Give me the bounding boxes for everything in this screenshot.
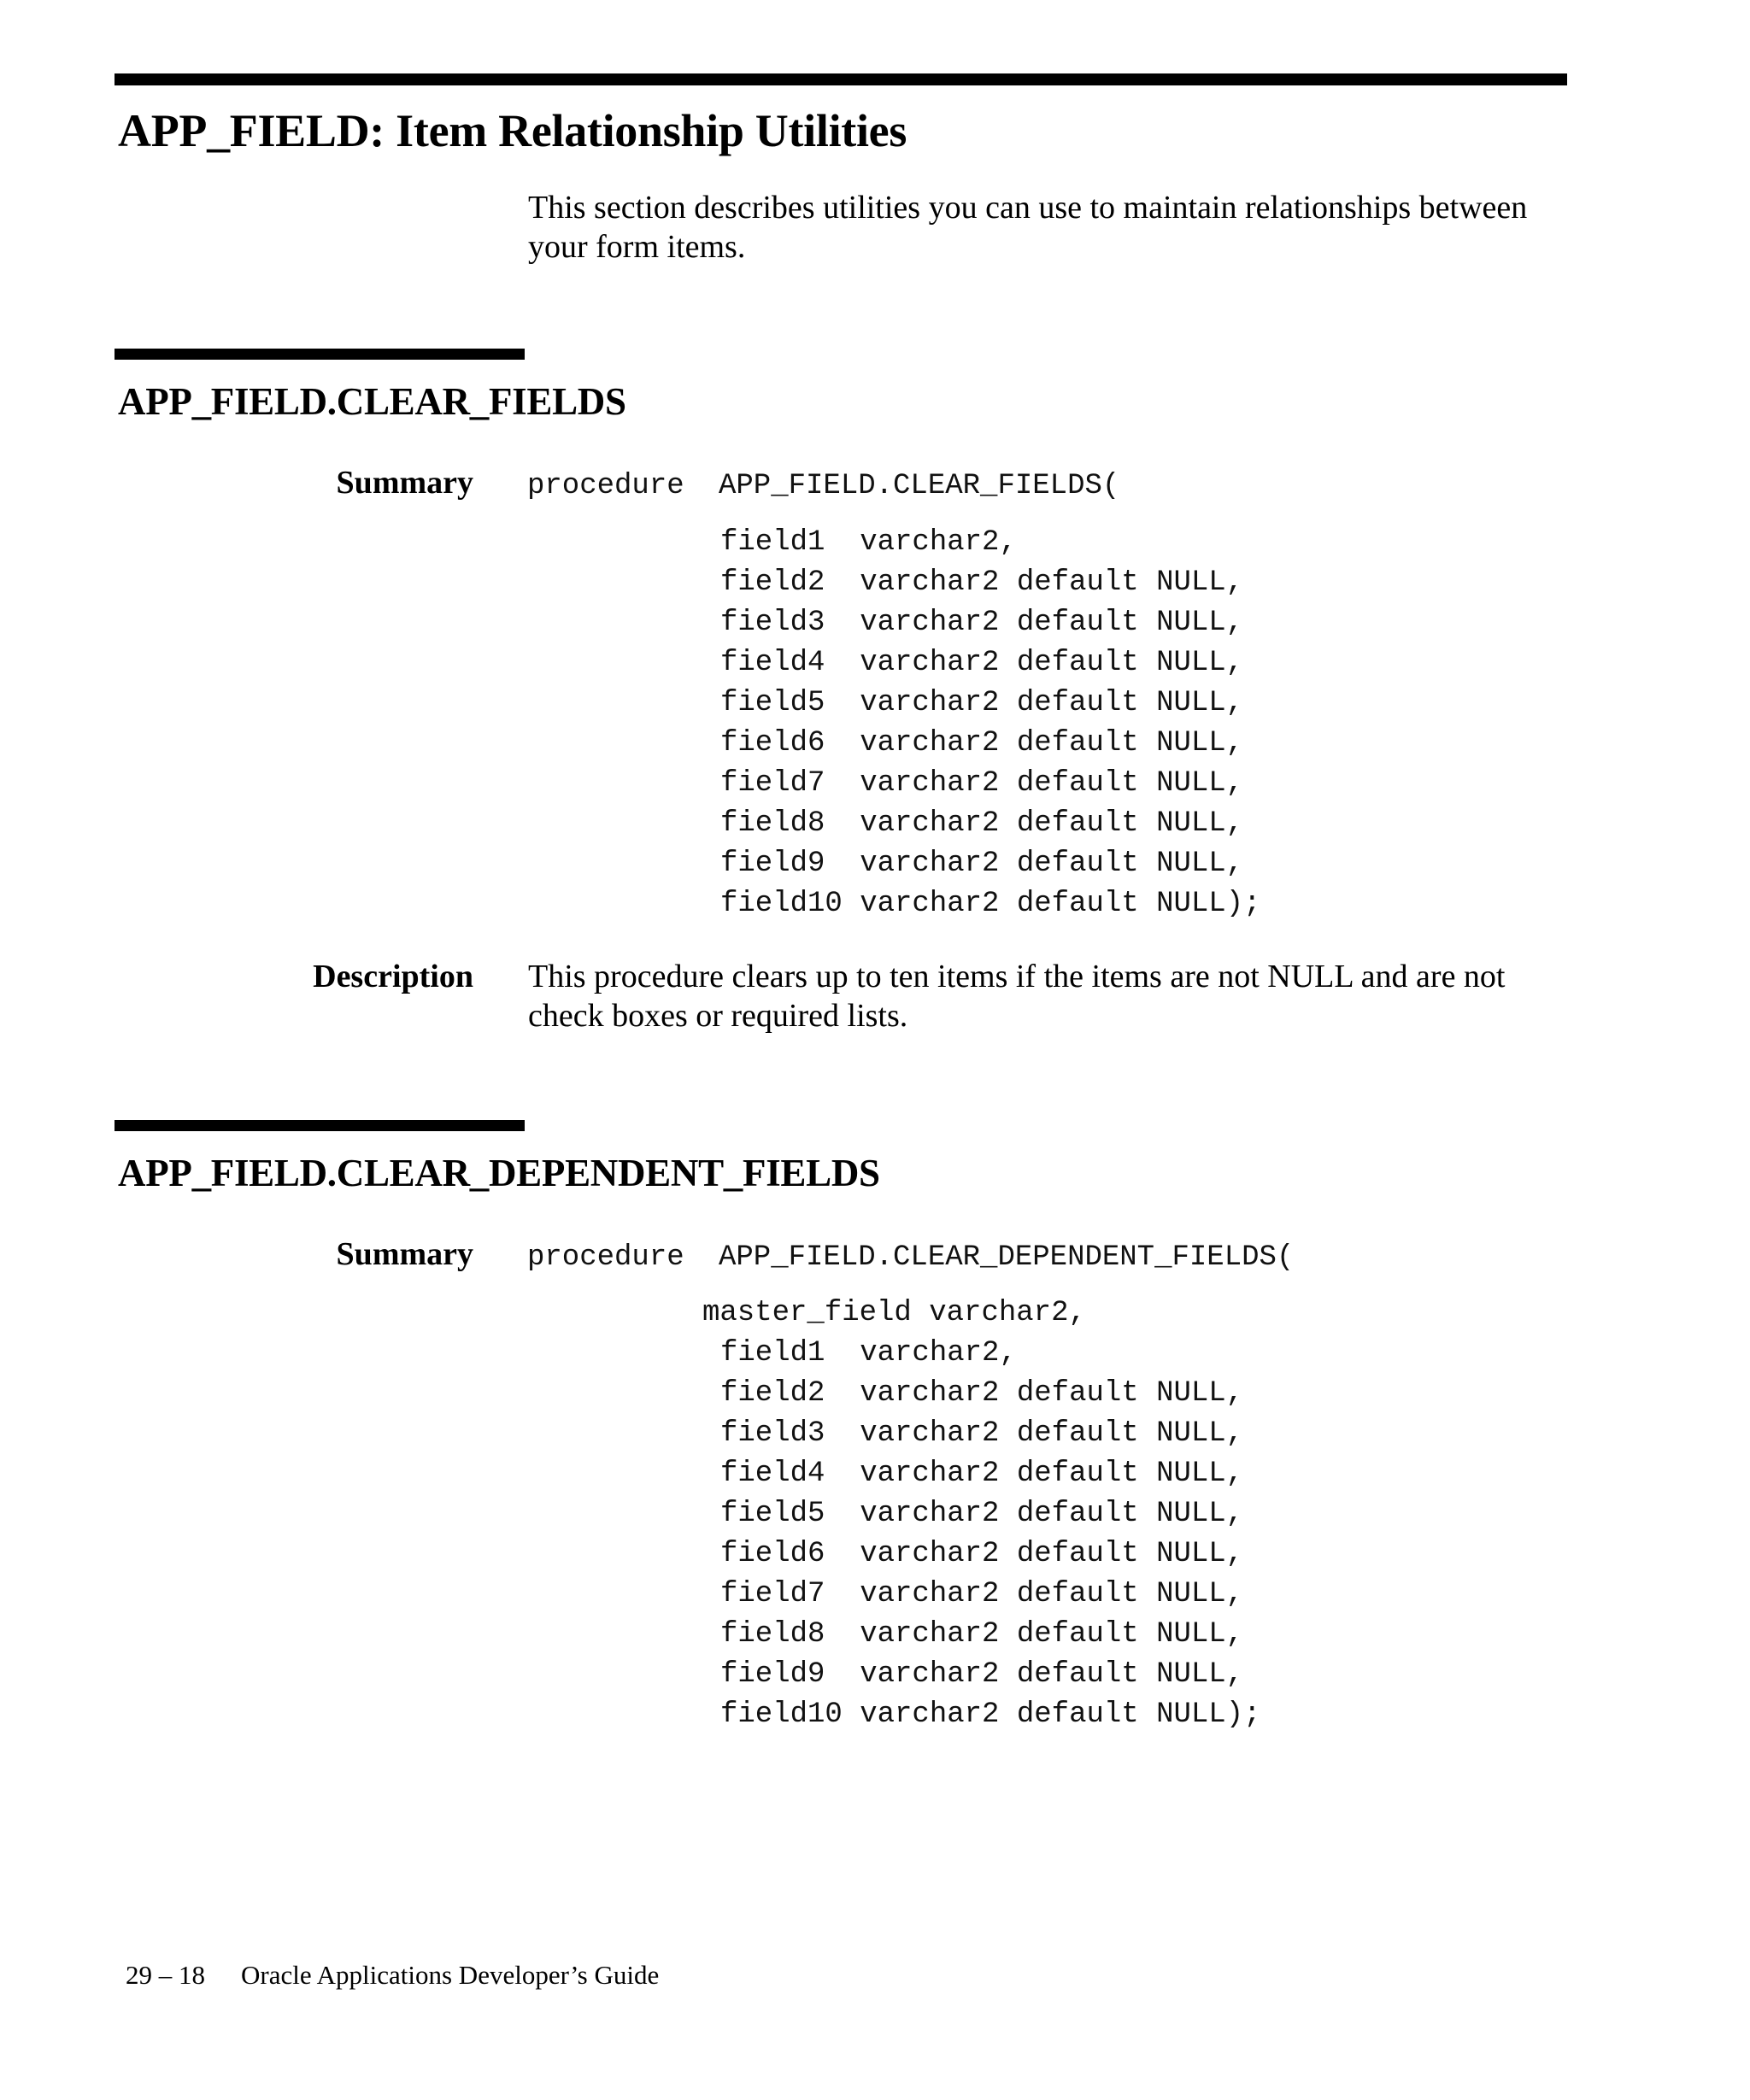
parameter-line: field2 varchar2 default NULL,: [720, 1377, 1244, 1410]
section-heading: APP_FIELD.CLEAR_FIELDS: [118, 380, 626, 423]
parameter-line: field1 varchar2,: [720, 1337, 1017, 1370]
parameter-line: field4 varchar2 default NULL,: [720, 1458, 1244, 1490]
intro-paragraph: This section describes utilities you can use to maintain relationships between your form items.: [528, 190, 1528, 265]
parameter-line: field2 varchar2 default NULL,: [720, 566, 1244, 599]
description-text: This procedure clears up to ten items if the items are not NULL and are not check boxes or required lists.: [528, 959, 1506, 1034]
summary-label: Summary: [336, 465, 473, 501]
parameter-line: field10 varchar2 default NULL);: [720, 888, 1261, 920]
book-title: Oracle Applications Developer’s Guide: [241, 1960, 660, 1990]
section-heading: APP_FIELD.CLEAR_DEPENDENT_FIELDS: [118, 1152, 880, 1194]
parameter-line: field7 varchar2 default NULL,: [720, 767, 1244, 800]
procedure-name: APP_FIELD.CLEAR_DEPENDENT_FIELDS(: [719, 1241, 1295, 1274]
page-title: APP_FIELD: Item Relationship Utilities: [118, 105, 907, 156]
procedure-keyword: procedure: [527, 470, 684, 502]
parameter-line: field5 varchar2 default NULL,: [720, 1498, 1244, 1530]
parameter-line: field3 varchar2 default NULL,: [720, 1417, 1244, 1450]
parameter-line: field6 varchar2 default NULL,: [720, 727, 1244, 760]
parameter-line: field4 varchar2 default NULL,: [720, 647, 1244, 679]
procedure-keyword: procedure: [527, 1241, 684, 1274]
parameter-line: field6 varchar2 default NULL,: [720, 1538, 1244, 1570]
parameter-line: field10 varchar2 default NULL);: [720, 1698, 1261, 1731]
master-parameter-line: master_field varchar2,: [702, 1297, 1086, 1329]
summary-label: Summary: [336, 1236, 473, 1272]
parameter-line: field3 varchar2 default NULL,: [720, 607, 1244, 639]
parameter-line: field5 varchar2 default NULL,: [720, 687, 1244, 719]
top-rule: [115, 73, 1567, 85]
page-number: 29 – 18: [126, 1960, 205, 1990]
parameter-line: field8 varchar2 default NULL,: [720, 1618, 1244, 1651]
procedure-name: APP_FIELD.CLEAR_FIELDS(: [719, 470, 1120, 502]
section-rule: [115, 1120, 525, 1131]
parameter-line: field7 varchar2 default NULL,: [720, 1578, 1244, 1610]
parameter-line: field1 varchar2,: [720, 526, 1017, 559]
description-label: Description: [313, 959, 473, 994]
section-rule: [115, 349, 525, 360]
parameter-line: field9 varchar2 default NULL,: [720, 848, 1244, 880]
parameter-line: field8 varchar2 default NULL,: [720, 807, 1244, 840]
parameter-line: field9 varchar2 default NULL,: [720, 1658, 1244, 1691]
